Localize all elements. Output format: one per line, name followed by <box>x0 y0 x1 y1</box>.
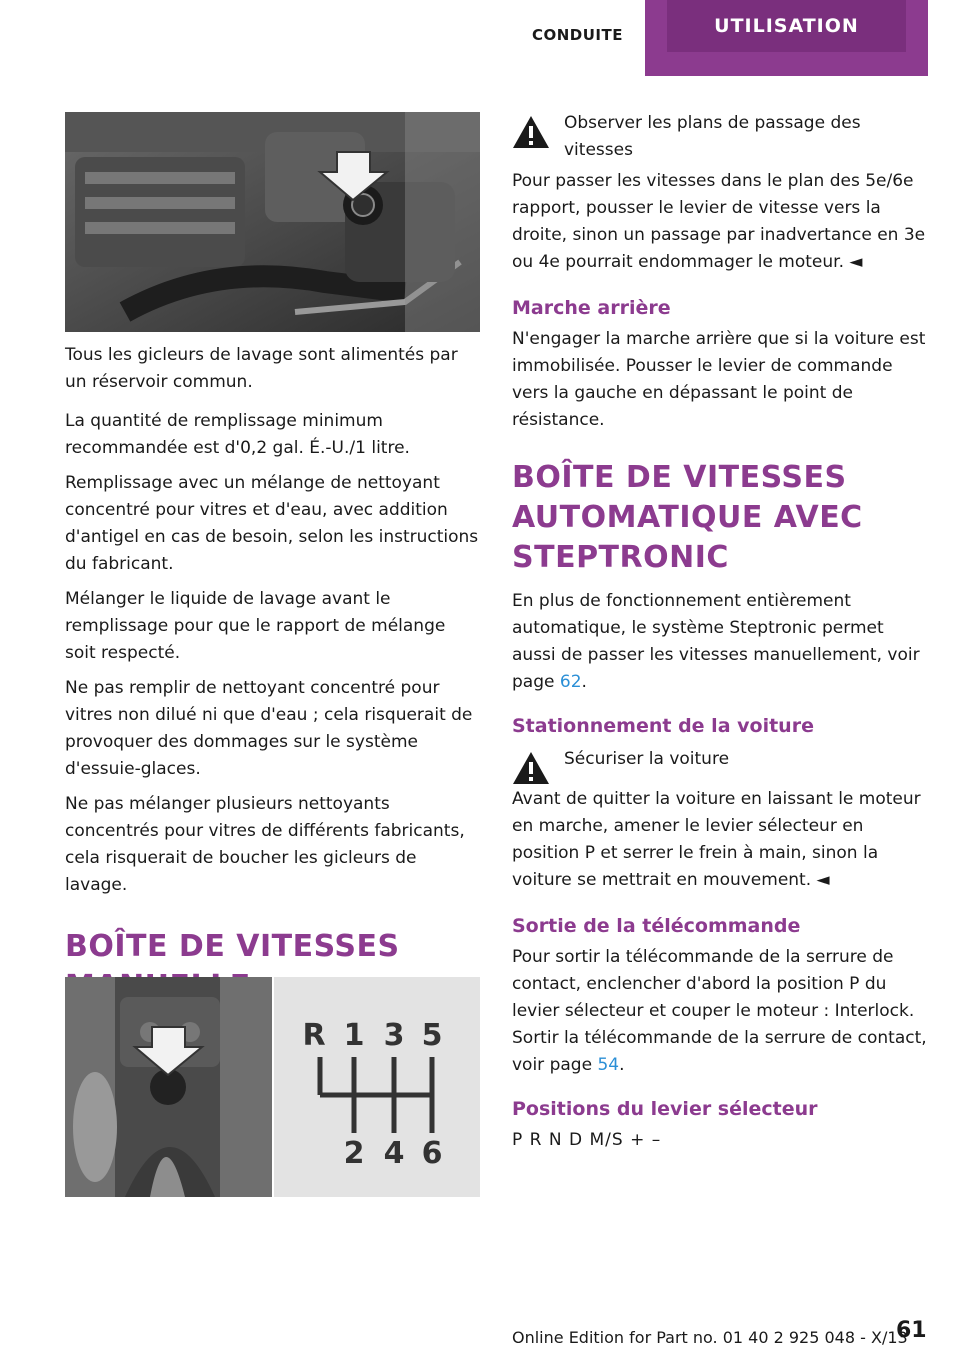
warning-block <box>512 108 927 164</box>
engine-reservoir-photo <box>65 112 480 332</box>
warning-title: Sécuriser la voiture <box>564 749 730 769</box>
warning-body: Avant de quitter la voiture en laissant le moteur en marche, amener le levier sélecteur en position P et serrer le frein à main, sinon la voiture se mettrait en mouvement. ◄ <box>512 789 921 890</box>
paragraph: Remplissage avec un mélange de nettoyant concentré pour vitres et d'eau, avec addition d'antigel en cas de besoin, selon les instructions du fabricant. <box>65 473 479 574</box>
gear-label-3: 3 <box>383 1018 405 1053</box>
gear-label-5: 5 <box>421 1018 443 1053</box>
section-heading-automatic: BOÎTE DE VITESSES AUTOMATIQUE AVEC STEPTRONIC <box>512 460 863 575</box>
page-link-62[interactable]: 62 <box>559 672 582 692</box>
page-link-54[interactable]: 54 <box>597 1055 620 1075</box>
paragraph: Ne pas mélanger plusieurs nettoyants concentrés pour vitres de différents fabricants, cela risquerait de boucher les gicleurs de lavage. <box>65 794 465 895</box>
end-mark: ◄ <box>849 252 863 272</box>
shift-pattern-diagram <box>274 977 480 1197</box>
paragraph: La quantité de remplissage minimum recommandée est d'0,2 gal. É.-U./1 litre. <box>65 411 410 458</box>
warning-icon <box>512 750 550 786</box>
gear-lever-photo <box>65 977 272 1197</box>
subheading-reverse: Marche arrière <box>512 297 671 319</box>
subheading-remote: Sortie de la télécommande <box>512 915 801 937</box>
warning-title: Observer les plans de passage des vitesses <box>564 113 861 160</box>
section-heading-manual-gearbox: BOÎTE DE VITESSES <box>65 929 400 964</box>
right-column <box>512 108 927 1162</box>
warning-block <box>512 744 927 786</box>
paragraph: Mélanger le liquide de lavage avant le remplissage pour que le rapport de mélange soit respecté. <box>65 589 446 663</box>
tab-utilisation-label: UTILISATION <box>667 0 906 52</box>
gear-label-R: R <box>302 1018 326 1053</box>
paragraph: Sortir la télécommande de la serrure de contact, voir page 54. <box>512 1028 927 1075</box>
paragraph: Ne pas remplir de nettoyant concentré pour vitres non dilué ni que d'eau ; cela risquerait de provoquer des dommages sur le système d'essuie-glaces. <box>65 678 473 779</box>
tab-conduite[interactable]: CONDUITE <box>531 26 623 44</box>
paragraph: Tous les gicleurs de lavage sont alimentés par un réservoir commun. <box>65 345 458 392</box>
paragraph: En plus de fonctionnement entièrement automatique, le système Steptronic permet aussi de passer les vitesses manuellement, voir page 62. <box>512 591 920 692</box>
warning-icon <box>512 114 550 150</box>
footer-edition: Online Edition for Part no. 01 40 2 925 048 - X/13 <box>512 1328 908 1347</box>
left-column <box>65 342 480 1017</box>
page-number: 61 <box>896 1318 927 1343</box>
gear-label-2: 2 <box>343 1136 365 1171</box>
warning-body: Pour passer les vitesses dans le plan des 5e/6e rapport, pousser le levier de vitesse vers la droite, sinon un passage par inadvertance en 3e ou 4e pourrait endommager le moteur. ◄ <box>512 171 926 272</box>
tab-utilisation[interactable] <box>645 0 928 76</box>
gear-label-6: 6 <box>421 1136 443 1171</box>
subheading-positions: Positions du levier sélecteur <box>512 1098 818 1120</box>
gear-label-1: 1 <box>343 1018 365 1053</box>
paragraph: Pour sortir la télécommande de la serrure de contact, enclencher d'abord la position P du levier sélecteur et couper le moteur : Interlock. <box>512 947 915 1021</box>
paragraph: N'engager la marche arrière que si la voiture est immobilisée. Pousser le levier de commande vers la gauche en dépassant le point de résistance. <box>512 329 926 430</box>
end-mark: ◄ <box>816 870 830 890</box>
subheading-parking: Stationnement de la voiture <box>512 715 814 737</box>
gear-label-4: 4 <box>383 1136 405 1171</box>
positions-list: P R N D M/S + – <box>512 1130 662 1150</box>
